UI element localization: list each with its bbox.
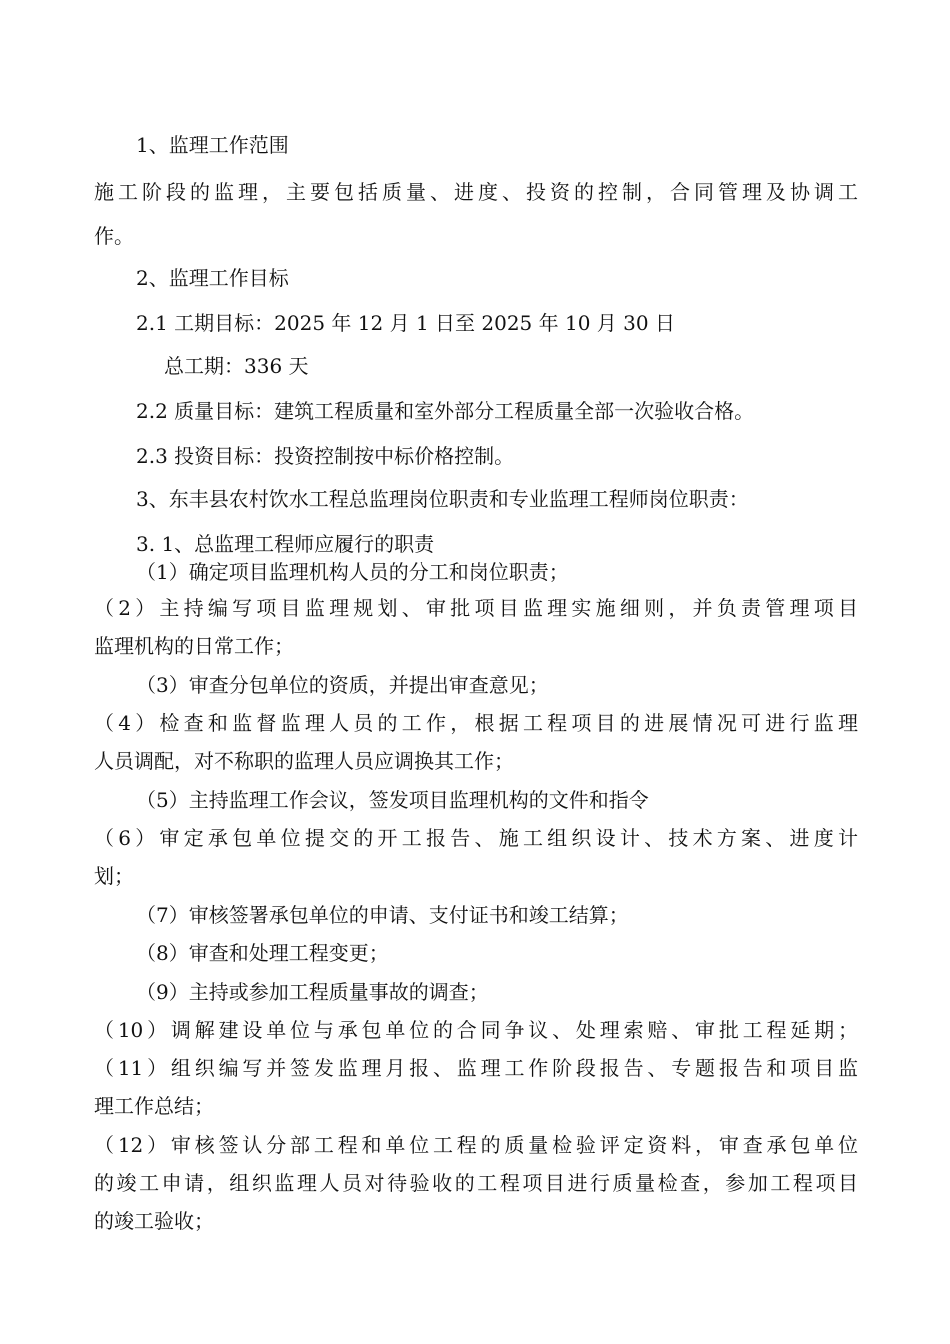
duty-item-7: （7）审核签署承包单位的申请、支付证书和竣工结算； xyxy=(136,903,629,927)
section-heading-scope: 1、监理工作范围 xyxy=(136,133,289,157)
duty-item-6-line-2: 划； xyxy=(94,864,134,888)
duty-item-12-line-1: （12）审核签认分部工程和单位工程的质量检验评定资料，审查承包单位 xyxy=(94,1133,858,1157)
duty-item-10: （10）调解建设单位与承包单位的合同争议、处理索赔、审批工程延期； xyxy=(94,1018,858,1042)
duty-item-9: （9）主持或参加工程质量事故的调查； xyxy=(136,980,489,1004)
section-heading-duties: 3、东丰县农村饮水工程总监理岗位职责和专业监理工程师岗位职责： xyxy=(136,487,749,511)
subsection-heading-chief: 3. 1、总监理工程师应履行的职责 xyxy=(136,532,435,556)
duty-item-11-line-2: 理工作总结； xyxy=(94,1094,214,1118)
duty-item-1: （1）确定项目监理机构人员的分工和岗位职责； xyxy=(136,560,569,584)
duty-item-6-line-1: （6）审定承包单位提交的开工报告、施工组织设计、技术方案、进度计 xyxy=(94,826,858,850)
duty-item-3: （3）审查分包单位的资质，并提出审查意见； xyxy=(136,673,549,697)
duty-item-12-line-3: 的竣工验收； xyxy=(94,1209,214,1233)
goal-investment: 2.3 投资目标：投资控制按中标价格控制。 xyxy=(136,444,515,468)
paragraph-scope-line-1: 施工阶段的监理，主要包括质量、进度、投资的控制，合同管理及协调工 xyxy=(94,180,858,204)
duty-item-4-line-1: （4）检查和监督监理人员的工作，根据工程项目的进展情况可进行监理 xyxy=(94,711,858,735)
goal-total-duration: 总工期：336 天 xyxy=(164,354,309,378)
duty-item-2-line-1: （2）主持编写项目监理规划、审批项目监理实施细则，并负责管理项目 xyxy=(94,596,858,620)
paragraph-scope-line-2: 作。 xyxy=(94,224,134,248)
goal-quality: 2.2 质量目标：建筑工程质量和室外部分工程质量全部一次验收合格。 xyxy=(136,399,755,423)
duty-item-11-line-1: （11）组织编写并签发监理月报、监理工作阶段报告、专题报告和项目监 xyxy=(94,1056,858,1080)
goal-schedule: 2.1 工期目标：2025 年 12 月 1 日至 2025 年 10 月 30 日 xyxy=(136,311,675,335)
duty-item-8: （8）审查和处理工程变更； xyxy=(136,941,389,965)
duty-item-5: （5）主持监理工作会议，签发项目监理机构的文件和指令 xyxy=(136,788,649,812)
duty-item-2-line-2: 监理机构的日常工作； xyxy=(94,634,294,658)
section-heading-goals: 2、监理工作目标 xyxy=(136,266,289,290)
duty-item-4-line-2: 人员调配，对不称职的监理人员应调换其工作； xyxy=(94,749,514,773)
duty-item-12-line-2: 的竣工申请，组织监理人员对待验收的工程项目进行质量检查，参加工程项目 xyxy=(94,1171,858,1195)
